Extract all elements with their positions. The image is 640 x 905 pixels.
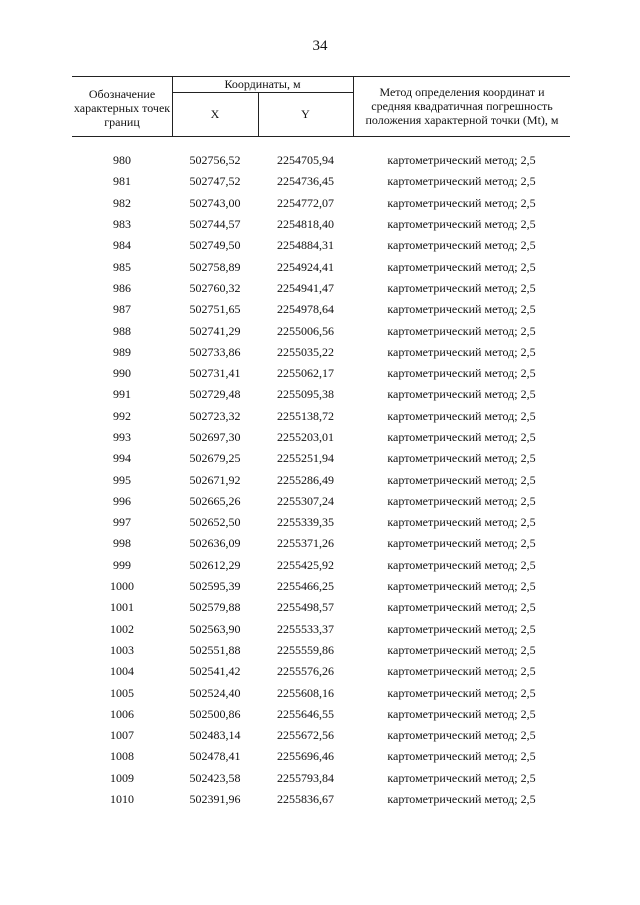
- x-coordinate-cell: 502423,58: [189, 770, 241, 785]
- y-coordinate-cell: 2255062,17: [277, 366, 334, 381]
- x-coordinate-cell: 502551,88: [189, 642, 241, 657]
- point-id-cell: 1000: [110, 579, 134, 594]
- point-id-cell: 984: [113, 238, 131, 253]
- table-row: [72, 640, 570, 661]
- x-coordinate-cell: 502697,30: [189, 430, 241, 444]
- y-coordinate-cell: 2255836,67: [277, 792, 334, 807]
- x-coordinate-cell: 502743,00: [189, 195, 241, 210]
- table-row: [72, 469, 570, 490]
- x-coordinate-cell: 502741,29: [189, 323, 241, 338]
- table-row: [72, 576, 570, 597]
- x-coordinate-cell: 502665,26: [189, 493, 241, 508]
- method-cell: картометрический метод; 2,5: [387, 728, 536, 743]
- y-coordinate-cell: 2255371,26: [277, 536, 334, 551]
- method-cell: картометрический метод; 2,5: [387, 366, 536, 381]
- table-row: [72, 597, 570, 618]
- table-row: [72, 342, 570, 363]
- method-cell: картометрический метод; 2,5: [387, 557, 536, 572]
- point-id-cell: 996: [113, 493, 131, 508]
- header-coords-label: Координаты, м: [224, 77, 301, 91]
- table-row: [72, 320, 570, 341]
- point-id-cell: 1001: [110, 600, 134, 615]
- y-coordinate-cell: 2255498,57: [277, 600, 334, 615]
- table-row: [72, 171, 570, 192]
- y-coordinate-cell: 2254705,94: [277, 153, 334, 168]
- table-row: [72, 682, 570, 703]
- x-coordinate-cell: 502679,25: [189, 451, 241, 466]
- method-cell: картометрический метод; 2,5: [387, 259, 536, 274]
- point-id-cell: 989: [113, 344, 131, 359]
- method-cell: картометрический метод; 2,5: [387, 408, 536, 423]
- point-id-cell: 980: [113, 153, 131, 168]
- y-coordinate-cell: 2255466,25: [277, 579, 334, 594]
- method-cell: картометрический метод; 2,5: [387, 344, 536, 359]
- table-row: [72, 363, 570, 384]
- y-coordinate-cell: 2255646,55: [277, 706, 334, 721]
- table-row: [72, 448, 570, 469]
- method-cell: картометрический метод; 2,5: [387, 706, 536, 721]
- y-coordinate-cell: 2255286,49: [277, 472, 334, 487]
- x-coordinate-cell: 502652,50: [189, 515, 241, 530]
- method-cell: картометрический метод; 2,5: [387, 600, 536, 615]
- y-coordinate-cell: 2255095,38: [277, 387, 334, 402]
- x-coordinate-cell: 502563,90: [189, 621, 241, 636]
- method-cell: картометрический метод; 2,5: [387, 323, 536, 338]
- y-coordinate-cell: 2255608,16: [277, 685, 334, 700]
- table-row: [72, 619, 570, 640]
- table-row: [72, 427, 570, 448]
- point-id-cell: 1002: [110, 621, 134, 636]
- header-bottom-border: [72, 136, 570, 137]
- point-id-cell: 988: [113, 323, 131, 338]
- x-coordinate-cell: 502478,41: [189, 749, 241, 764]
- table-row: [72, 512, 570, 533]
- method-cell: картометрический метод; 2,5: [387, 387, 536, 402]
- table-row: [72, 214, 570, 235]
- x-coordinate-cell: 502756,52: [189, 153, 241, 168]
- y-coordinate-cell: 2255533,37: [277, 621, 334, 636]
- point-id-cell: 1004: [110, 664, 134, 679]
- method-cell: картометрический метод; 2,5: [387, 153, 536, 168]
- y-coordinate-cell: 2255307,24: [277, 493, 334, 508]
- x-coordinate-cell: 502729,48: [189, 387, 241, 402]
- header-y-label: Y: [301, 107, 310, 121]
- y-coordinate-cell: 2255425,92: [277, 557, 334, 572]
- x-coordinate-cell: 502723,32: [189, 408, 241, 423]
- method-cell: картометрический метод; 2,5: [387, 664, 536, 679]
- table-row: [72, 725, 570, 746]
- method-cell: картометрический метод; 2,5: [387, 770, 536, 785]
- point-id-cell: 998: [113, 536, 131, 551]
- method-cell: картометрический метод; 2,5: [387, 195, 536, 210]
- method-cell: картометрический метод; 2,5: [387, 472, 536, 487]
- table-row: [72, 491, 570, 512]
- x-coordinate-cell: 502524,40: [189, 685, 241, 700]
- y-coordinate-cell: 2255576,26: [277, 664, 334, 679]
- point-id-cell: 993: [113, 430, 131, 444]
- y-coordinate-cell: 2254884,31: [277, 238, 334, 253]
- y-coordinate-cell: 2255696,46: [277, 749, 334, 764]
- y-coordinate-cell: 2255138,72: [277, 408, 334, 423]
- point-id-cell: 995: [113, 472, 131, 487]
- y-coordinate-cell: 2254818,40: [277, 217, 334, 232]
- table-row: [72, 256, 570, 277]
- point-id-cell: 1003: [110, 642, 134, 657]
- y-coordinate-cell: 2255035,22: [277, 344, 334, 359]
- table-header: [72, 76, 570, 137]
- method-cell: картометрический метод; 2,5: [387, 621, 536, 636]
- method-cell: картометрический метод; 2,5: [387, 515, 536, 530]
- table-row: [72, 789, 570, 810]
- table-row: [72, 533, 570, 554]
- y-coordinate-cell: 2255251,94: [277, 451, 334, 466]
- method-cell: картометрический метод; 2,5: [387, 579, 536, 594]
- y-coordinate-cell: 2255672,56: [277, 728, 334, 743]
- y-coordinate-cell: 2254924,41: [277, 259, 334, 274]
- method-cell: картометрический метод; 2,5: [387, 642, 536, 657]
- table-body: [72, 150, 570, 810]
- header-vline-3: [353, 76, 354, 136]
- x-coordinate-cell: 502744,57: [189, 217, 241, 232]
- method-cell: картометрический метод; 2,5: [387, 792, 536, 807]
- y-coordinate-cell: 2254736,45: [277, 174, 334, 189]
- x-coordinate-cell: 502579,88: [189, 600, 241, 615]
- table-row: [72, 193, 570, 214]
- y-coordinate-cell: 2254772,07: [277, 195, 334, 210]
- table-row: [72, 150, 570, 171]
- table-row: [72, 406, 570, 427]
- y-coordinate-cell: 2255559,86: [277, 642, 334, 657]
- x-coordinate-cell: 502391,96: [189, 792, 241, 807]
- point-id-cell: 1005: [110, 685, 134, 700]
- point-id-cell: 981: [113, 174, 131, 189]
- table-row: [72, 661, 570, 682]
- table-row: [72, 299, 570, 320]
- point-id-cell: 999: [113, 557, 131, 572]
- table-row: [72, 704, 570, 725]
- x-coordinate-cell: 502747,52: [189, 174, 241, 189]
- x-coordinate-cell: 502500,86: [189, 706, 241, 721]
- method-cell: картометрический метод; 2,5: [387, 238, 536, 253]
- point-id-cell: 997: [113, 515, 131, 530]
- x-coordinate-cell: 502758,89: [189, 259, 241, 274]
- page-number: 34: [312, 38, 328, 54]
- method-cell: картометрический метод; 2,5: [387, 749, 536, 764]
- method-cell: картометрический метод; 2,5: [387, 493, 536, 508]
- x-coordinate-cell: 502749,50: [189, 238, 241, 253]
- table-row: [72, 384, 570, 405]
- y-coordinate-cell: 2255203,01: [277, 430, 334, 444]
- x-coordinate-cell: 502636,09: [189, 536, 241, 551]
- x-coordinate-cell: 502612,29: [189, 557, 241, 572]
- point-id-cell: 992: [113, 408, 131, 423]
- point-id-cell: 982: [113, 195, 131, 210]
- point-id-cell: 994: [113, 451, 131, 466]
- point-id-cell: 983: [113, 217, 131, 232]
- method-cell: картометрический метод; 2,5: [387, 430, 536, 444]
- header-x-label: X: [210, 107, 220, 121]
- point-id-cell: 1008: [110, 749, 134, 764]
- method-cell: картометрический метод; 2,5: [387, 685, 536, 700]
- y-coordinate-cell: 2255339,35: [277, 515, 334, 530]
- method-cell: картометрический метод; 2,5: [387, 451, 536, 466]
- x-coordinate-cell: 502483,14: [189, 728, 241, 743]
- point-id-cell: 985: [113, 259, 131, 274]
- x-coordinate-cell: 502541,42: [189, 664, 241, 679]
- x-coordinate-cell: 502760,32: [189, 280, 241, 295]
- table-row: [72, 768, 570, 789]
- y-coordinate-cell: 2255793,84: [277, 770, 334, 785]
- point-id-cell: 1007: [110, 728, 134, 743]
- method-cell: картометрический метод; 2,5: [387, 536, 536, 551]
- method-cell: картометрический метод; 2,5: [387, 280, 536, 295]
- table-row: [72, 746, 570, 767]
- x-coordinate-cell: 502595,39: [189, 579, 241, 594]
- x-coordinate-cell: 502671,92: [189, 472, 241, 487]
- point-id-cell: 986: [113, 280, 131, 295]
- x-coordinate-cell: 502733,86: [189, 344, 241, 359]
- header-point-label: Обозначение характерных точек границ: [73, 87, 171, 129]
- y-coordinate-cell: 2254978,64: [277, 302, 334, 317]
- table-row: [72, 278, 570, 299]
- point-id-cell: 990: [113, 366, 131, 381]
- table-row: [72, 235, 570, 256]
- point-id-cell: 1006: [110, 706, 134, 721]
- y-coordinate-cell: 2255006,56: [277, 323, 334, 338]
- point-id-cell: 991: [113, 387, 131, 402]
- y-coordinate-cell: 2254941,47: [277, 280, 334, 295]
- x-coordinate-cell: 502731,41: [189, 366, 241, 381]
- point-id-cell: 1009: [110, 770, 134, 785]
- method-cell: картометрический метод; 2,5: [387, 217, 536, 232]
- method-cell: картометрический метод; 2,5: [387, 174, 536, 189]
- point-id-cell: 1010: [110, 792, 134, 807]
- method-cell: картометрический метод; 2,5: [387, 302, 536, 317]
- header-method-label: Метод определения координат и средняя квадратичная погрешность положения характерной точки (Mt), м: [365, 85, 559, 127]
- table-row: [72, 555, 570, 576]
- point-id-cell: 987: [113, 302, 131, 317]
- x-coordinate-cell: 502751,65: [189, 302, 241, 317]
